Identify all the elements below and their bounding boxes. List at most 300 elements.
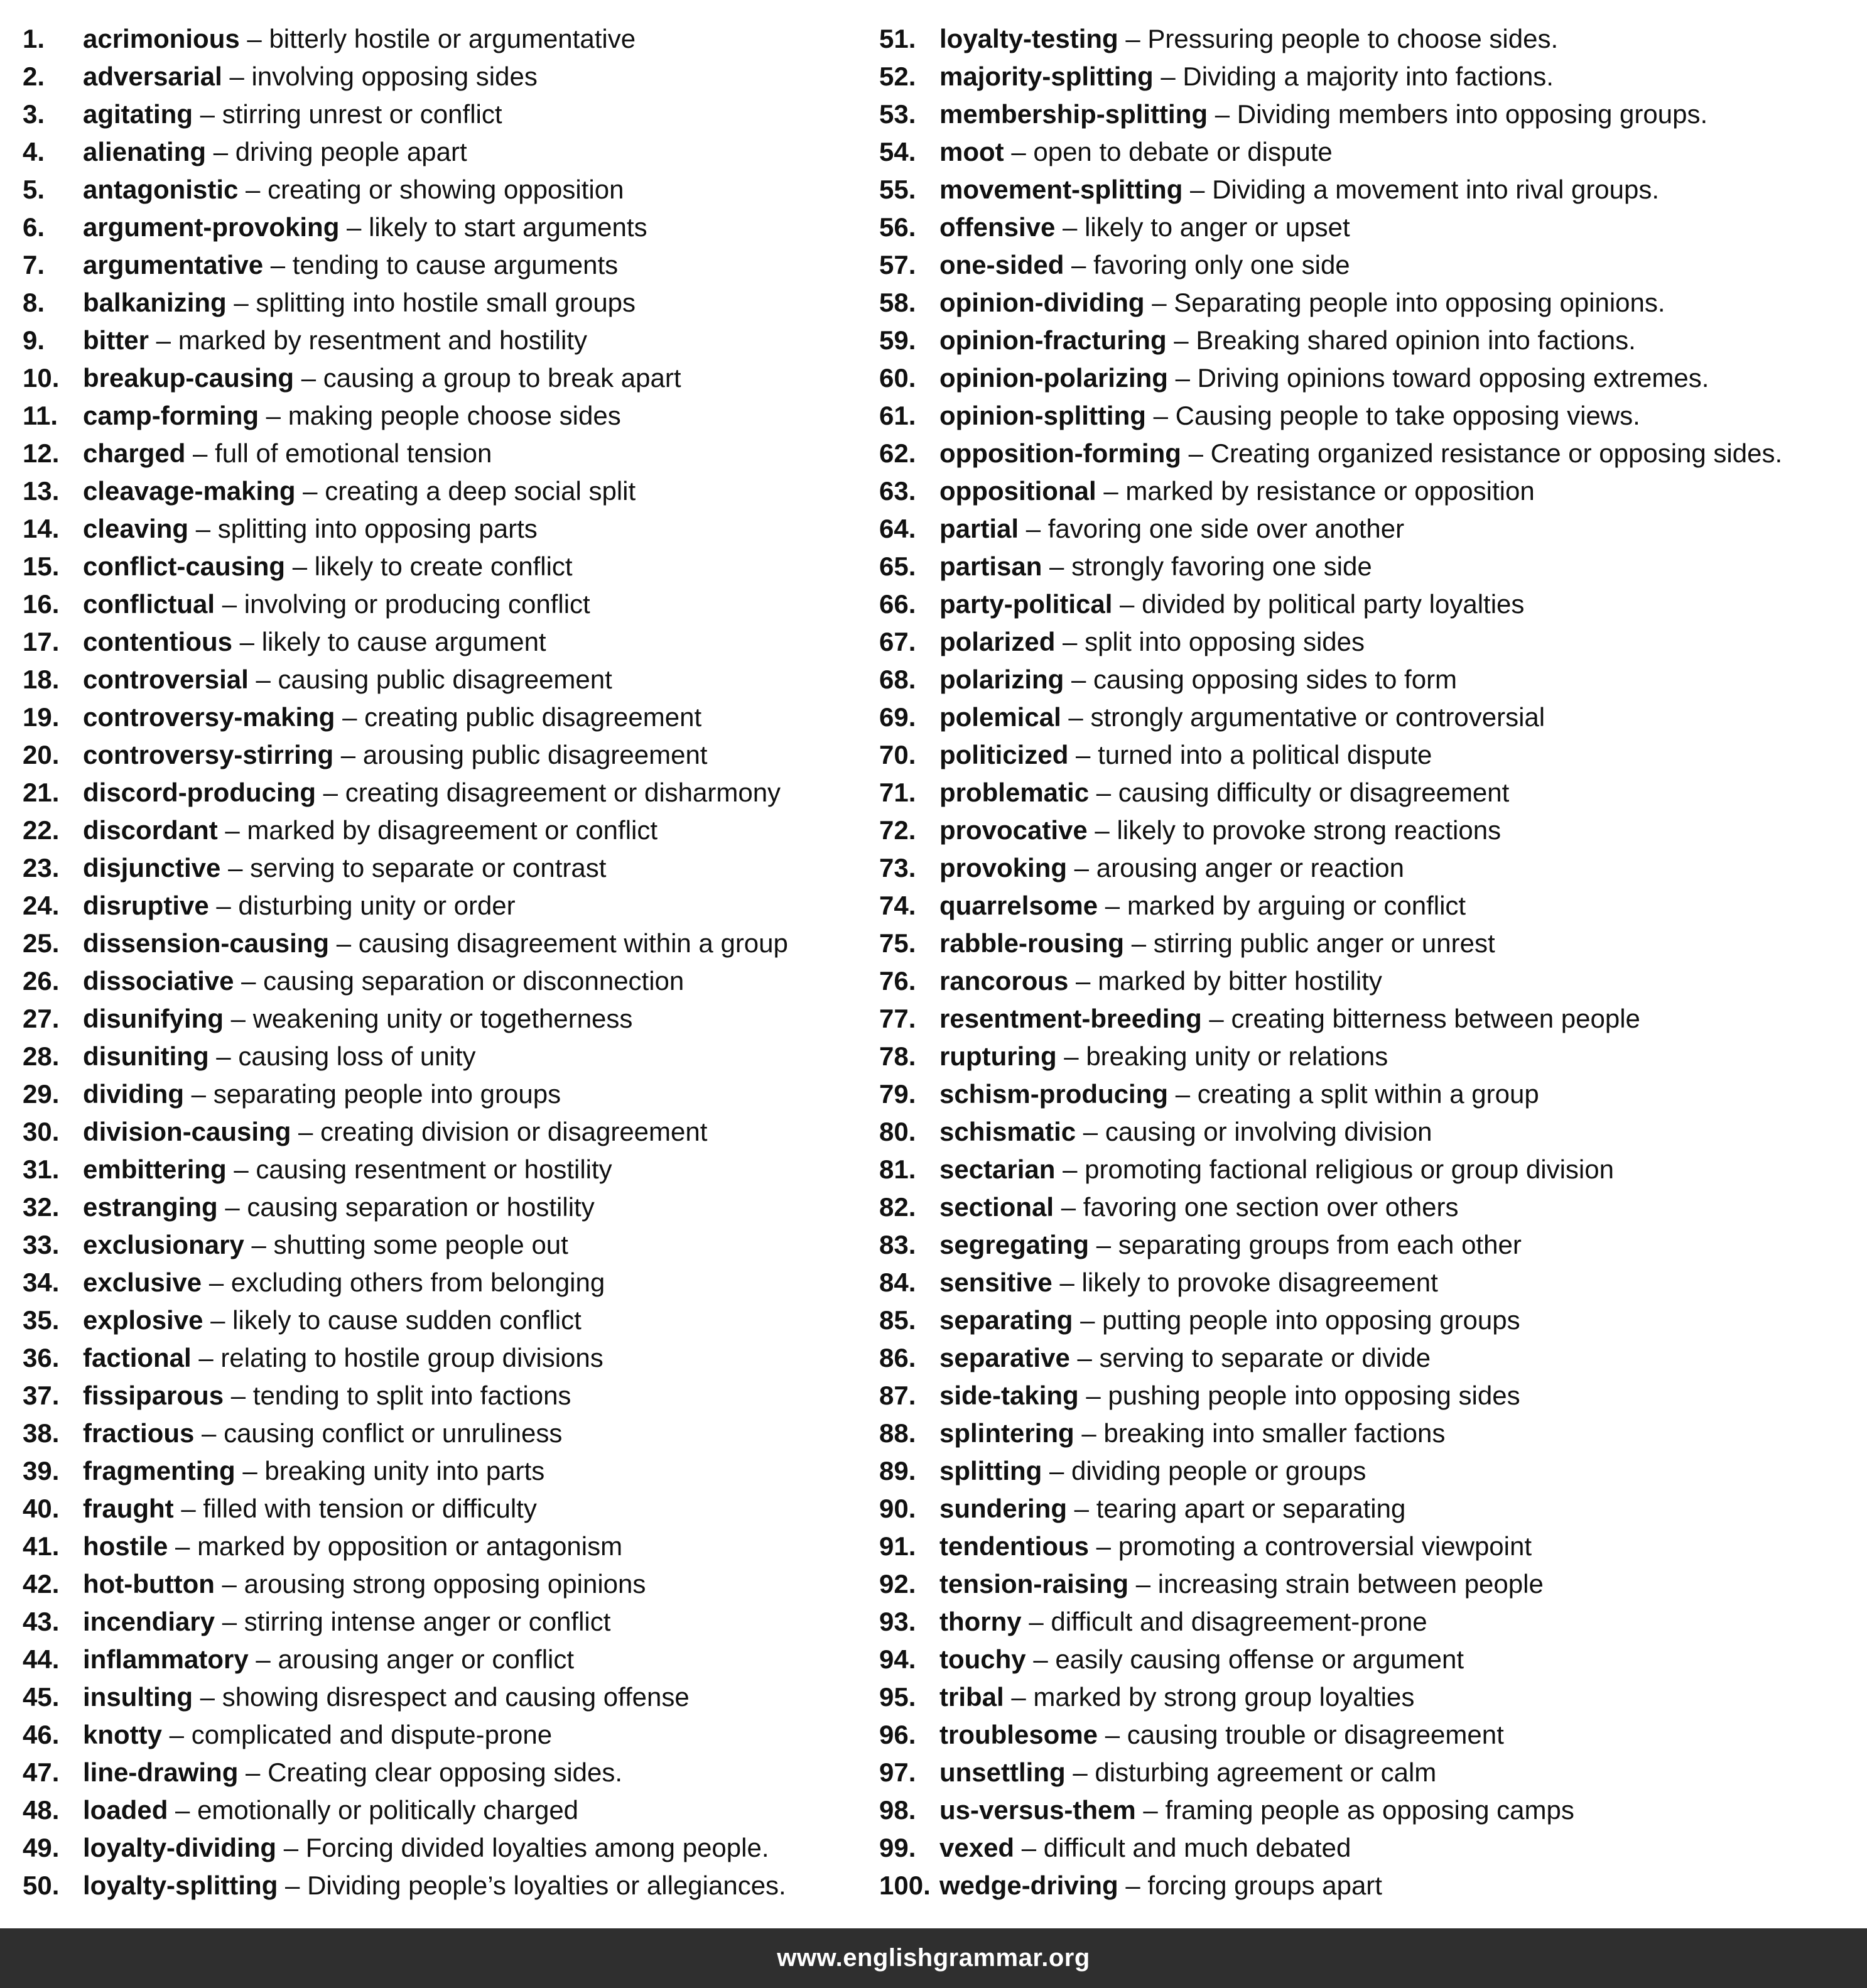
list-item — [879, 1151, 1865, 1188]
list-item-number: 96. — [879, 1720, 916, 1749]
list-item-definition: filled with tension or difficulty — [203, 1494, 537, 1523]
list-item-term: inflammatory — [83, 1644, 249, 1674]
list-item-term: disruptive — [83, 891, 209, 920]
list-item-number: 63. — [879, 476, 916, 506]
list-item — [23, 1791, 858, 1829]
list-item — [879, 925, 1865, 962]
list-item-separator: – — [1042, 1456, 1072, 1486]
list-item — [879, 1301, 1865, 1339]
list-item — [23, 95, 858, 133]
list-item-term: fissiparous — [83, 1381, 224, 1410]
list-item-number: 38. — [23, 1418, 60, 1448]
list-item-separator: – — [1124, 928, 1154, 958]
list-item — [23, 1113, 858, 1151]
list-item-separator: – — [217, 1192, 247, 1222]
list-item-separator: – — [185, 438, 215, 468]
list-item-definition: showing disrespect and causing offense — [222, 1682, 690, 1712]
list-item-definition: turned into a political dispute — [1098, 740, 1432, 769]
list-item — [879, 812, 1865, 849]
list-item-number: 36. — [23, 1343, 60, 1372]
list-item — [879, 171, 1865, 209]
list-item-separator: – — [1145, 401, 1176, 430]
list-item-number: 87. — [879, 1381, 916, 1410]
list-item — [23, 359, 858, 397]
footer-url: www.englishgrammar.org — [777, 1944, 1090, 1972]
list-item-term: balkanizing — [83, 288, 227, 317]
list-item-separator: – — [226, 288, 256, 317]
list-item-separator: – — [184, 1079, 214, 1109]
list-item — [23, 849, 858, 887]
list-item — [879, 698, 1865, 736]
list-item-number: 27. — [23, 1004, 60, 1033]
list-item-term: fraught — [83, 1494, 174, 1523]
list-item-definition: Creating organized resistance or opposing sides. — [1210, 438, 1783, 468]
list-item-number: 98. — [879, 1795, 916, 1825]
list-item-term: moot — [939, 137, 1004, 166]
list-item — [23, 510, 858, 548]
list-item-number: 69. — [879, 702, 916, 732]
list-item-number: 89. — [879, 1456, 916, 1486]
list-item-number: 78. — [879, 1041, 916, 1071]
list-item — [879, 736, 1865, 774]
list-item-term: sensitive — [939, 1268, 1053, 1297]
list-item-number: 23. — [23, 853, 60, 883]
list-item-definition: creating disagreement or disharmony — [345, 778, 781, 807]
list-item — [879, 962, 1865, 1000]
list-item-number: 14. — [23, 514, 60, 543]
list-item-term: factional — [83, 1343, 192, 1372]
list-item — [879, 359, 1865, 397]
list-item-definition: causing separation or disconnection — [263, 966, 685, 996]
list-item-term: opinion-fracturing — [939, 325, 1167, 355]
list-item-number: 81. — [879, 1154, 916, 1184]
list-item-separator: – — [1067, 853, 1096, 883]
list-item-term: separative — [939, 1343, 1070, 1372]
list-item — [23, 925, 858, 962]
list-item-number: 75. — [879, 928, 916, 958]
list-item — [879, 397, 1865, 435]
list-item — [879, 1000, 1865, 1038]
list-item-separator: – — [1112, 589, 1142, 619]
list-item-number: 61. — [879, 401, 916, 430]
list-item-definition: marked by bitter hostility — [1098, 966, 1382, 996]
list-item-number: 93. — [879, 1607, 916, 1636]
list-item-definition: marked by opposition or antagonism — [197, 1531, 623, 1561]
list-item-term: disunifying — [83, 1004, 224, 1033]
list-item-term: one-sided — [939, 250, 1064, 280]
list-item-number: 54. — [879, 137, 916, 166]
list-item-number: 48. — [23, 1795, 60, 1825]
list-item-definition: creating or showing opposition — [268, 175, 624, 204]
list-item-definition: splitting into opposing parts — [217, 514, 538, 543]
list-item-number: 17. — [23, 627, 60, 656]
list-item-definition: dividing people or groups — [1071, 1456, 1366, 1486]
list-item-definition: creating public disagreement — [364, 702, 702, 732]
list-item — [23, 1075, 858, 1113]
list-item-definition: full of emotional tension — [215, 438, 492, 468]
list-item-term: argument-provoking — [83, 212, 340, 242]
list-item-separator: – — [193, 99, 222, 129]
list-item-definition: marked by disagreement or conflict — [247, 815, 658, 845]
list-item-separator: – — [1074, 1418, 1104, 1448]
list-item-separator: – — [208, 1041, 239, 1071]
list-item — [23, 472, 858, 510]
list-item-number: 97. — [879, 1757, 916, 1787]
list-item-number: 41. — [23, 1531, 60, 1561]
list-item-term: splitting — [939, 1456, 1042, 1486]
list-item — [879, 1075, 1865, 1113]
list-item-definition: Dividing a movement into rival groups. — [1212, 175, 1660, 204]
list-item-definition: likely to provoke strong reactions — [1117, 815, 1502, 845]
list-item-definition: strongly argumentative or controversial — [1090, 702, 1545, 732]
list-item-number: 42. — [23, 1569, 60, 1599]
list-item-term: majority-splitting — [939, 62, 1154, 91]
list-item-separator: – — [294, 363, 323, 393]
list-item-definition: bitterly hostile or argumentative — [269, 24, 636, 53]
list-item — [879, 887, 1865, 925]
list-item-term: discordant — [83, 815, 218, 845]
list-item-separator: – — [1055, 1154, 1085, 1184]
list-item-separator: – — [1166, 325, 1196, 355]
list-item-definition: tearing apart or separating — [1096, 1494, 1406, 1523]
list-item-definition: arousing strong opposing opinions — [244, 1569, 646, 1599]
list-item-definition: involving or producing conflict — [244, 589, 590, 619]
list-item — [879, 20, 1865, 58]
list-item-separator: – — [1076, 1117, 1105, 1146]
list-item-number: 74. — [879, 891, 916, 920]
list-item-separator: – — [224, 1381, 253, 1410]
list-item-number: 91. — [879, 1531, 916, 1561]
list-item-term: vexed — [939, 1833, 1015, 1862]
list-item-term: sundering — [939, 1494, 1068, 1523]
list-item — [879, 1226, 1865, 1264]
list-item-term: explosive — [83, 1305, 203, 1335]
list-item-number: 70. — [879, 740, 916, 769]
list-item-number: 33. — [23, 1230, 60, 1259]
list-item-definition: serving to separate or contrast — [250, 853, 607, 883]
list-item — [879, 472, 1865, 510]
list-item-definition: splitting into hostile small groups — [256, 288, 636, 317]
list-item-number: 29. — [23, 1079, 60, 1109]
list-item — [879, 1829, 1865, 1867]
list-item-number: 18. — [23, 665, 60, 694]
list-item-separator: – — [149, 325, 178, 355]
list-item-term: opposition-forming — [939, 438, 1181, 468]
list-item-term: loaded — [83, 1795, 168, 1825]
list-item-definition: marked by arguing or conflict — [1127, 891, 1466, 920]
list-item — [879, 435, 1865, 472]
list-item-number: 31. — [23, 1154, 60, 1184]
list-item-definition: Forcing divided loyalties among people. — [305, 1833, 769, 1862]
list-item — [23, 171, 858, 209]
list-item-number: 32. — [23, 1192, 60, 1222]
list-item-number: 99. — [879, 1833, 916, 1862]
list-item-term: loyalty-testing — [939, 24, 1118, 53]
list-item-definition: arousing anger or conflict — [278, 1644, 575, 1674]
list-item — [23, 887, 858, 925]
list-item-term: opinion-polarizing — [939, 363, 1168, 393]
list-item-number: 26. — [23, 966, 60, 996]
list-item — [23, 20, 858, 58]
list-item-definition: difficult and disagreement-prone — [1051, 1607, 1427, 1636]
list-item-term: membership-splitting — [939, 99, 1208, 129]
list-item — [879, 1113, 1865, 1151]
list-item-definition: disturbing agreement or calm — [1095, 1757, 1437, 1787]
list-item-separator: – — [168, 1531, 198, 1561]
list-item-definition: divided by political party loyalties — [1142, 589, 1525, 619]
list-item — [23, 1678, 858, 1716]
list-item — [879, 284, 1865, 322]
list-item-term: tribal — [939, 1682, 1004, 1712]
list-item-definition: Creating clear opposing sides. — [268, 1757, 623, 1787]
list-item-term: breakup-causing — [83, 363, 295, 393]
list-item-term: cleavage-making — [83, 476, 296, 506]
list-item — [879, 774, 1865, 812]
list-item-term: touchy — [939, 1644, 1026, 1674]
list-item-term: disuniting — [83, 1041, 209, 1071]
list-item — [23, 812, 858, 849]
list-item-separator: – — [1068, 740, 1098, 769]
list-item-number: 28. — [23, 1041, 60, 1071]
list-item-separator: – — [214, 1569, 244, 1599]
list-item-separator: – — [1087, 815, 1117, 845]
list-item-definition: arousing anger or reaction — [1096, 853, 1405, 883]
list-item-separator: – — [1021, 1607, 1051, 1636]
list-item-separator: – — [220, 853, 251, 883]
list-item-separator: – — [248, 665, 278, 694]
list-item-term: exclusionary — [83, 1230, 244, 1259]
list-item-separator: – — [1069, 1343, 1100, 1372]
list-item-number: 8. — [23, 288, 45, 317]
list-item — [23, 322, 858, 359]
list-item-term: partial — [939, 514, 1019, 543]
list-item-definition: serving to separate or divide — [1099, 1343, 1431, 1372]
list-item-separator: – — [1168, 1079, 1198, 1109]
list-item-separator: – — [1096, 476, 1126, 506]
list-item-definition: driving people apart — [235, 137, 467, 166]
list-item-definition: causing or involving division — [1105, 1117, 1432, 1146]
list-item — [879, 661, 1865, 698]
list-item-term: opinion-splitting — [939, 401, 1146, 430]
list-item-separator: – — [168, 1795, 198, 1825]
list-item — [23, 1867, 858, 1904]
list-item-term: offensive — [939, 212, 1056, 242]
list-item-number: 56. — [879, 212, 916, 242]
list-item-separator: – — [232, 627, 262, 656]
list-item-definition: Separating people into opposing opinions. — [1174, 288, 1665, 317]
list-item-separator: – — [1118, 1871, 1148, 1900]
list-item — [23, 1603, 858, 1641]
list-item-separator: – — [206, 137, 235, 166]
list-item-term: us-versus-them — [939, 1795, 1136, 1825]
list-item-number: 57. — [879, 250, 916, 280]
list-item-number: 4. — [23, 137, 45, 166]
list-item-definition: promoting a controversial viewpoint — [1118, 1531, 1532, 1561]
list-item-separator: – — [194, 1418, 224, 1448]
list-item-term: controversy-making — [83, 702, 335, 732]
list-item-number: 19. — [23, 702, 60, 732]
list-item-definition: pushing people into opposing sides — [1108, 1381, 1520, 1410]
list-item — [879, 1641, 1865, 1678]
list-item-separator: – — [244, 1230, 274, 1259]
list-item-separator: – — [1061, 702, 1091, 732]
list-item-definition: causing a group to break apart — [323, 363, 681, 393]
list-item-definition: Dividing people’s loyalties or allegiances. — [307, 1871, 786, 1900]
list-item-definition: stirring public anger or unrest — [1153, 928, 1495, 958]
list-item — [879, 1264, 1865, 1301]
list-item-separator: – — [1067, 1494, 1096, 1523]
list-item-definition: separating people into groups — [213, 1079, 561, 1109]
list-item — [879, 585, 1865, 623]
list-item-separator: – — [329, 928, 359, 958]
list-item-number: 15. — [23, 551, 60, 581]
list-item-definition: likely to start arguments — [369, 212, 647, 242]
list-item-number: 82. — [879, 1192, 916, 1222]
list-item-term: polarized — [939, 627, 1056, 656]
list-item-term: party-political — [939, 589, 1113, 619]
list-item-separator: – — [339, 212, 369, 242]
list-item-term: troublesome — [939, 1720, 1098, 1749]
list-item-term: sectarian — [939, 1154, 1056, 1184]
list-item-number: 72. — [879, 815, 916, 845]
list-item-term: movement-splitting — [939, 175, 1183, 204]
list-item-separator: – — [1208, 99, 1237, 129]
list-item-separator: – — [1201, 1004, 1231, 1033]
list-item-term: acrimonious — [83, 24, 240, 53]
list-item-definition: breaking unity into parts — [264, 1456, 545, 1486]
list-item — [23, 585, 858, 623]
list-item-definition: causing public disagreement — [278, 665, 612, 694]
list-item-separator: – — [295, 476, 325, 506]
list-item — [23, 774, 858, 812]
list-item — [879, 1038, 1865, 1075]
list-item-number: 83. — [879, 1230, 916, 1259]
list-item — [23, 623, 858, 661]
list-item-term: separating — [939, 1305, 1073, 1335]
list-item-term: fractious — [83, 1418, 195, 1448]
list-item-term: discord-producing — [83, 778, 316, 807]
list-item-definition: putting people into opposing groups — [1102, 1305, 1520, 1335]
list-item-number: 59. — [879, 325, 916, 355]
list-item-separator: – — [1056, 1041, 1086, 1071]
list-item — [879, 1339, 1865, 1377]
list-item-number: 88. — [879, 1418, 916, 1448]
list-item-separator: – — [291, 1117, 321, 1146]
list-item — [879, 246, 1865, 284]
list-item — [23, 1301, 858, 1339]
list-item-term: cleaving — [83, 514, 189, 543]
list-item — [23, 1377, 858, 1415]
list-item-definition: forcing groups apart — [1147, 1871, 1382, 1900]
list-item — [879, 1188, 1865, 1226]
list-item-separator: – — [1055, 627, 1085, 656]
list-item-separator: – — [1064, 250, 1094, 280]
list-item-number: 84. — [879, 1268, 916, 1297]
list-item-number: 9. — [23, 325, 45, 355]
list-item-term: estranging — [83, 1192, 218, 1222]
list-item-term: splintering — [939, 1418, 1074, 1448]
list-item-number: 94. — [879, 1644, 916, 1674]
list-item-term: schismatic — [939, 1117, 1076, 1146]
list-item-definition: relating to hostile group divisions — [220, 1343, 603, 1372]
list-item-number: 90. — [879, 1494, 916, 1523]
list-item-separator: – — [238, 1757, 268, 1787]
list-item-term: conflict-causing — [83, 551, 286, 581]
list-item-separator: – — [226, 1154, 256, 1184]
list-item-separator: – — [248, 1644, 278, 1674]
list-item-definition: promoting factional religious or group division — [1085, 1154, 1614, 1184]
list-item-definition: increasing strain between people — [1157, 1569, 1544, 1599]
list-item-term: wedge-driving — [939, 1871, 1118, 1900]
list-item-definition: emotionally or politically charged — [197, 1795, 579, 1825]
list-item-definition: likely to cause argument — [261, 627, 546, 656]
list-item-separator: – — [224, 1004, 253, 1033]
list-item-term: controversy-stirring — [83, 740, 334, 769]
list-item-definition: causing separation or hostility — [247, 1192, 595, 1222]
list-item-term: controversial — [83, 665, 249, 694]
list-item-term: resentment-breeding — [939, 1004, 1202, 1033]
list-item — [23, 284, 858, 322]
list-item — [23, 1264, 858, 1301]
list-item-term: agitating — [83, 99, 193, 129]
list-item — [23, 1151, 858, 1188]
list-item-separator: – — [1073, 1305, 1103, 1335]
list-item-definition: shutting some people out — [273, 1230, 568, 1259]
list-item-separator: – — [173, 1494, 203, 1523]
list-item-separator: – — [1019, 514, 1048, 543]
list-item — [23, 1452, 858, 1490]
list-item-number: 30. — [23, 1117, 60, 1146]
list-item — [879, 322, 1865, 359]
list-item-separator: – — [1098, 891, 1127, 920]
list-item — [879, 1716, 1865, 1754]
list-item-separator: – — [188, 514, 218, 543]
list-item-number: 39. — [23, 1456, 60, 1486]
list-item-number: 44. — [23, 1644, 60, 1674]
list-item-number: 34. — [23, 1268, 60, 1297]
list-item-term: dissociative — [83, 966, 234, 996]
list-item-number: 7. — [23, 250, 45, 280]
list-item-definition: Causing people to take opposing views. — [1175, 401, 1640, 430]
list-item-separator: – — [316, 778, 345, 807]
list-item-definition: Breaking shared opinion into factions. — [1196, 325, 1636, 355]
list-item-separator: – — [1064, 665, 1094, 694]
list-item-number: 49. — [23, 1833, 60, 1862]
list-item — [879, 1377, 1865, 1415]
list-item-term: hostile — [83, 1531, 168, 1561]
list-item-term: incendiary — [83, 1607, 215, 1636]
list-item — [23, 1415, 858, 1452]
list-item-definition: stirring intense anger or conflict — [244, 1607, 611, 1636]
list-item-definition: creating a deep social split — [325, 476, 636, 506]
list-item-separator: – — [1025, 1644, 1056, 1674]
list-item-separator: – — [259, 401, 288, 430]
list-item-number: 65. — [879, 551, 916, 581]
list-item-separator: – — [162, 1720, 192, 1749]
list-item-number: 80. — [879, 1117, 916, 1146]
list-item-definition: favoring one side over another — [1047, 514, 1405, 543]
list-item — [879, 133, 1865, 171]
list-item-term: disjunctive — [83, 853, 221, 883]
list-item-term: contentious — [83, 627, 232, 656]
list-item-definition: stirring unrest or conflict — [222, 99, 502, 129]
list-item-definition: causing disagreement within a group — [358, 928, 788, 958]
list-item-number: 50. — [23, 1871, 60, 1900]
list-item-number: 67. — [879, 627, 916, 656]
list-item — [23, 133, 858, 171]
list-item-separator: – — [238, 175, 268, 204]
list-item-term: thorny — [939, 1607, 1022, 1636]
